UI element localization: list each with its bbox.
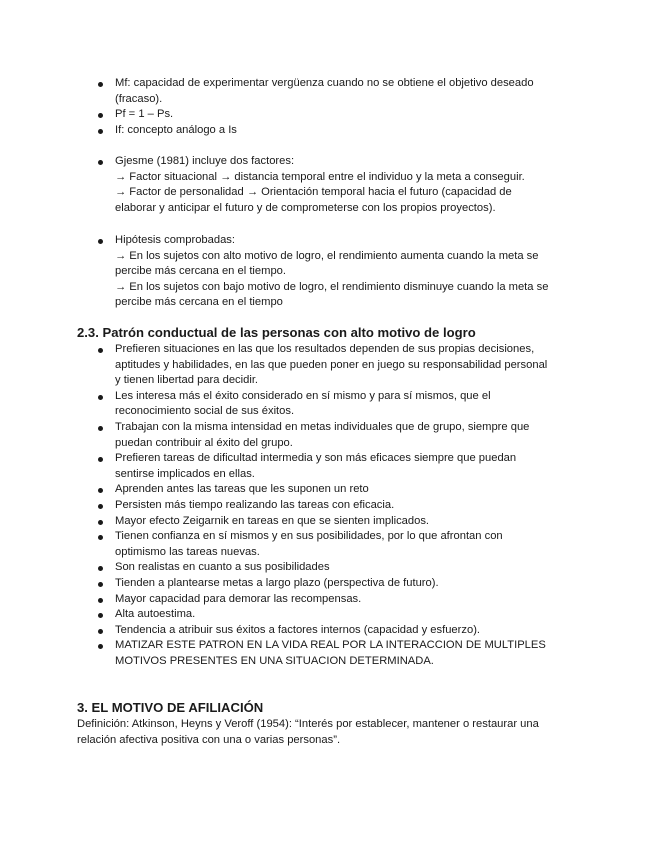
text-line: If: concepto análogo a Is (115, 123, 237, 136)
bullet-icon (98, 160, 103, 165)
list-item (0, 623, 655, 639)
text-line: relación afectiva positiva con una o varias personas”. (77, 733, 341, 746)
text-line: elaborar y anticipar el futuro y de comprometerse con los propios proyectos). (115, 201, 496, 214)
text-line: percibe más cercana en el tiempo. (115, 265, 287, 278)
bullet-icon (98, 348, 103, 353)
list-item (0, 498, 655, 514)
text-line: puedan contribuir al éxito del grupo. (115, 436, 293, 449)
list-item (0, 529, 655, 560)
bullet-icon (98, 598, 103, 603)
text-line: Persisten más tiempo realizando las tareas con eficacia. (115, 498, 395, 511)
text-line: aptitudes y habilidades, en las que pueden poner en juego su responsabilidad personal (115, 358, 548, 371)
bullet-icon (98, 566, 103, 571)
bullet-icon (98, 488, 103, 493)
bullet-icon (98, 395, 103, 400)
text-line: MOTIVOS PRESENTES EN UNA SITUACION DETERMINADA. (115, 654, 434, 667)
definition-paragraph (77, 717, 587, 748)
hipotesis-list (0, 233, 655, 311)
list-item (0, 607, 655, 623)
text-line: → En los sujetos con alto motivo de logro, el rendimiento aumenta cuando la meta se (115, 249, 539, 262)
list-item (0, 342, 655, 389)
list-item (0, 389, 655, 420)
text-line: (fracaso). (115, 92, 163, 105)
bullet-icon (98, 613, 103, 618)
bullet-icon (98, 426, 103, 431)
text-line: Les interesa más el éxito considerado en sí mismo y para sí mismos, que el (115, 389, 491, 402)
list-item (0, 514, 655, 530)
bullet-icon (98, 582, 103, 587)
text-line: Alta autoestima. (115, 608, 196, 621)
list-item-hipotesis (0, 233, 655, 311)
list-item-if (0, 123, 655, 139)
text-line: Trabajan con la misma intensidad en metas individuales que de grupo, siempre que (115, 420, 530, 433)
text-line: → En los sujetos con bajo motivo de logro, el rendimiento disminuye cuando la meta se (115, 280, 549, 293)
text-line: Mayor efecto Zeigarnik en tareas en que se sienten implicados. (115, 514, 430, 527)
bullet-icon (98, 113, 103, 118)
text-line: Prefieren tareas de dificultad intermedia y son más eficaces siempre que puedan (115, 452, 517, 465)
section-heading-3: 3. EL MOTIVO DE AFILIACIÓN (77, 700, 264, 715)
text-line: MATIZAR ESTE PATRON EN LA VIDA REAL POR LA INTERACCION DE MULTIPLES (115, 639, 546, 652)
bullet-icon (98, 520, 103, 525)
text-line: → Factor de personalidad → Orientación temporal hacia el futuro (capacidad de (115, 186, 512, 199)
text-line: Tienen confianza en sí mismos y en sus posibilidades, por lo que afrontan con (115, 530, 503, 543)
bullet-icon (98, 129, 103, 134)
text-line: sentirse implicados en ellas. (115, 467, 255, 480)
section-heading-2-3: 2.3. Patrón conductual de las personas con alto motivo de logro (77, 325, 476, 340)
list-item (0, 560, 655, 576)
list-item (0, 482, 655, 498)
text-line: Pf = 1 – Ps. (115, 108, 174, 121)
text-line: reconocimiento social de sus éxitos. (115, 405, 295, 418)
text-line: Aprenden antes las tareas que les suponen un reto (115, 483, 369, 496)
bullet-icon (98, 644, 103, 649)
text-line: Hipótesis comprobadas: (115, 234, 236, 246)
text-line: Gjesme (1981) incluye dos factores: (115, 155, 295, 167)
list-item-mf (0, 76, 655, 107)
list-item (0, 451, 655, 482)
text-line: Tendencia a atribuir sus éxitos a factores internos (capacidad y esfuerzo). (115, 623, 481, 636)
bullet-icon (98, 457, 103, 462)
text-line: percibe más cercana en el tiempo (115, 296, 283, 309)
text-line: optimismo las tareas nuevas. (115, 545, 260, 558)
text-line: Mf: capacidad de experimentar vergüenza cuando no se obtiene el objetivo deseado (115, 77, 534, 89)
gjesme-list (0, 154, 655, 216)
bullet-icon (98, 629, 103, 634)
text-line: → Factor situacional → distancia temporal entre el individuo y la meta a conseguir. (115, 170, 525, 183)
bullet-icon (98, 82, 103, 87)
text-line: Prefieren situaciones en las que los resultados dependen de sus propias decisiones, (115, 343, 535, 355)
text-line: y tienen libertad para decidir. (115, 374, 259, 387)
text-line: Mayor capacidad para demorar las recompensas. (115, 592, 362, 605)
list-item (0, 638, 655, 669)
list-item (0, 576, 655, 592)
list-item-pf (0, 107, 655, 123)
bullet-icon (98, 239, 103, 244)
bullet-icon (98, 535, 103, 540)
section-2-3-list (0, 342, 655, 669)
text-line: Tienden a plantearse metas a largo plazo (perspectiva de futuro). (115, 576, 439, 589)
list-item (0, 420, 655, 451)
list-item (0, 592, 655, 608)
list-item-gjesme (0, 154, 655, 216)
text-line: Definición: Atkinson, Heyns y Veroff (1954): “Interés por establecer, mantener o restaurar una (77, 718, 539, 730)
top-bullet-list (0, 76, 655, 138)
text-line: Son realistas en cuanto a sus posibilidades (115, 561, 330, 574)
bullet-icon (98, 504, 103, 509)
